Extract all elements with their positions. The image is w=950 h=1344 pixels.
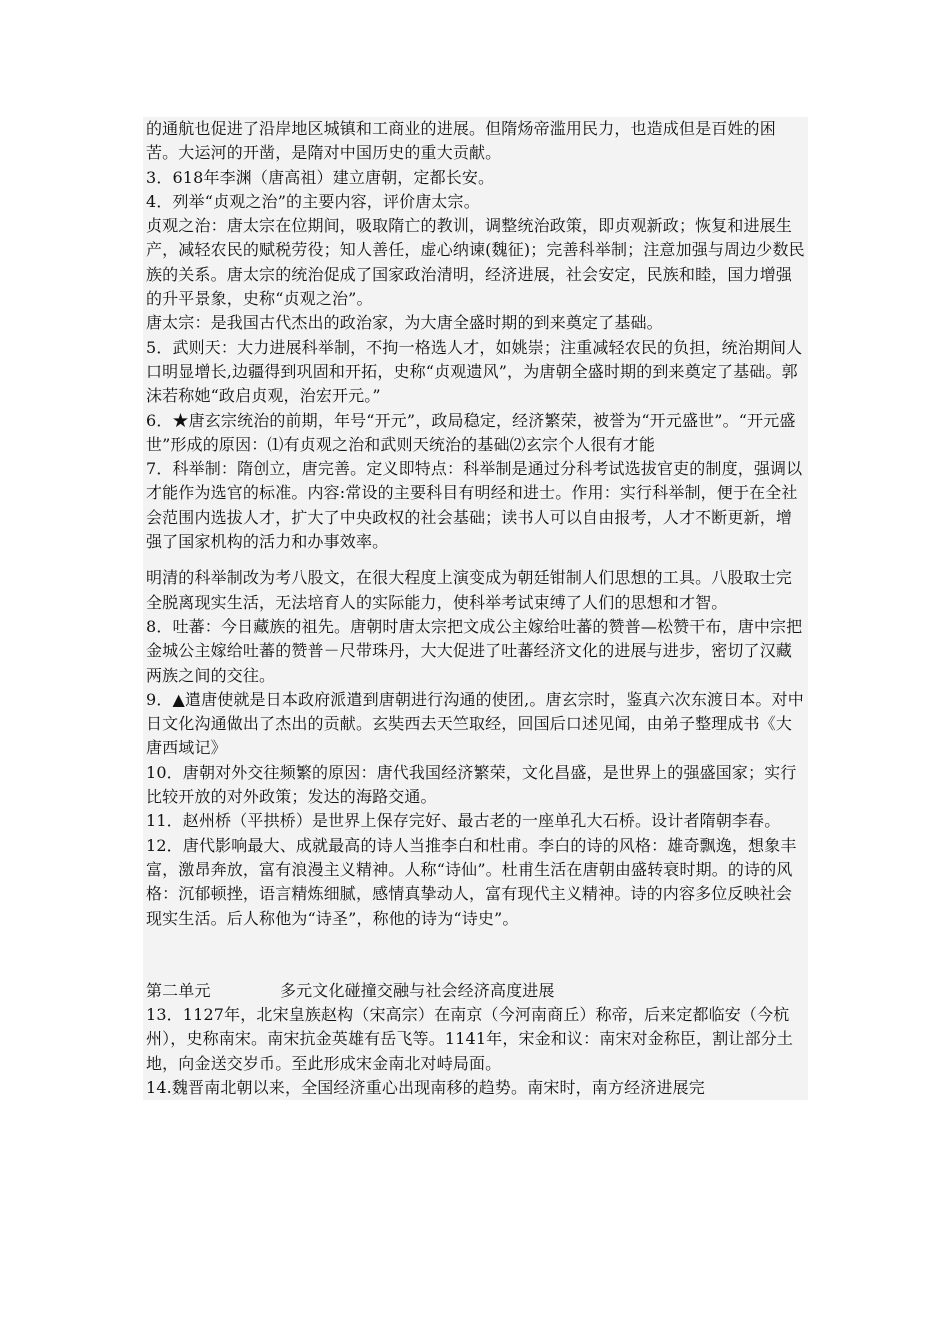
paragraph-12-poets: 12．唐代影响最大、成就最高的诗人当推李白和杜甫。李白的诗的风格：雄奇飘逸，想象丰富，激昂奔放，富有浪漫主义精神。人称“诗仙”。杜甫生活在唐朝由盛转衰时期。的诗的风格：沉郁顿挫，语言精炼细腻，感情真挚动人，富有现代主义精神。诗的内容多位反映社会现实生活。后人称他为“诗圣”，称他的诗为“诗史”。 xyxy=(146,835,797,928)
unit-title: 多元文化碰撞交融与社会经济高度进展 xyxy=(280,980,555,1000)
paragraph-spacer xyxy=(146,554,806,566)
paragraph-canal-impact: 的通航也促进了沿岸地区城镇和工商业的进展。但隋炀帝滥用民力，也造成但是百姓的困苦。大运河的开凿，是隋对中国历史的重大贡献。 xyxy=(146,119,776,163)
unit-number: 第二单元 xyxy=(146,980,211,1000)
paragraph-tang-taizong: 唐太宗：是我国古代杰出的政治家，为大唐全盛时期的到来奠定了基础。 xyxy=(146,313,663,333)
paragraph-6-kaiyuan: 6．★唐玄宗统治的前期，年号“开元”，政局稳定，经济繁荣，被誉为“开元盛世”。“开元盛世”形成的原因：⑴有贞观之治和武则天统治的基础⑵玄宗个人很有才能 xyxy=(146,410,796,454)
paragraph-10-foreign-relations: 10．唐朝对外交往频繁的原因：唐代我国经济繁荣，文化昌盛，是世界上的强盛国家；实行比较开放的对外政策；发达的海路交通。 xyxy=(146,762,797,807)
paragraph-14-economic-shift: 14.魏晋南北朝以来，全国经济重心出现南移的趋势。南宋时，南方经济进展完 xyxy=(146,1077,705,1097)
paragraph-4-question: 4．列举“贞观之治”的主要内容，评价唐太宗。 xyxy=(146,191,480,211)
document-text-body xyxy=(143,117,808,1100)
paragraph-8-tubo: 8．吐蕃：今日藏族的祖先。唐朝时唐太宗把文成公主嫁给吐蕃的赞普—松赞干布，唐中宗把金城公主嫁给吐蕃的赞普－尺带珠丹，大大促进了吐蕃经济文化的进展与进步，密切了汉藏两族之间的交往。 xyxy=(146,616,803,685)
unit-heading xyxy=(146,979,806,1003)
section-spacer xyxy=(146,931,806,979)
paragraph-13-southern-song: 13．1127年，北宋皇族赵构（宋高宗）在南京（今河南商丘）称帝，后来定都临安（今杭州），史称南宋。南宋抗金英雄有岳飞等。1141年，宋金和议：南宋对金称臣，割让部分土地，向金送交岁币。至此形成宋金南北对峙局面。 xyxy=(146,1005,794,1073)
paragraph-eight-legged-essay: 明清的科举制改为考八股文，在很大程度上演变成为朝廷钳制人们思想的工具。八股取士完全脱离现实生活，无法培育人的实际能力，使科举考试束缚了人们的思想和才智。 xyxy=(146,568,793,612)
paragraph-5-wu-zetian: 5．武则天：大力进展科举制，不拘一格选人才，如姚崇；注重减轻农民的负担，统治期间人口明显增长,边疆得到巩固和开拓，史称“贞观遗风”，为唐朝全盛时期的到来奠定了基础。郭沫若称她“政启贞观，治宏开元。” xyxy=(146,337,803,406)
paragraph-3-tang-founding: 3．618年李渊（唐高祖）建立唐朝，定都长安。 xyxy=(146,167,495,187)
paragraph-7-imperial-exam: 7．科举制：隋创立，唐完善。定义即特点：科举制是通过分科考试选拔官吏的制度，强调以才能作为选官的标准。内容:常设的主要科目有明经和进士。作用：实行科举制，便于在全社会范围内选拔人才，扩大了中央政权的社会基础；读书人可以自由报考，人才不断更新，增强了国家机构的活力和办事效率。 xyxy=(146,459,803,552)
paragraph-9-envoys: 9．▲遣唐使就是日本政府派遣到唐朝进行沟通的使团,。唐玄宗时，鉴真六次东渡日本。对中日文化沟通做出了杰出的贡献。玄奘西去天竺取经，回国后口述见闻，由弟子整理成书《大唐西域记》 xyxy=(146,689,804,758)
paragraph-11-zhaozhou-bridge: 11．赵州桥（平拱桥）是世界上保存完好、最古老的一座单孔大石桥。设计者隋朝李春。 xyxy=(146,811,781,831)
paragraph-zhenguan-rule: 贞观之治：唐太宗在位期间，吸取隋亡的教训，调整统治政策，即贞观新政；恢复和进展生产，减轻农民的赋税劳役；知人善任，虚心纳谏(魏征)；完善科举制；注意加强与周边少数民族的关系。唐太宗的统治促成了国家政治清明，经济进展，社会安定，民族和睦，国力增强的升平景象，史称“贞观之治”。 xyxy=(146,216,805,309)
